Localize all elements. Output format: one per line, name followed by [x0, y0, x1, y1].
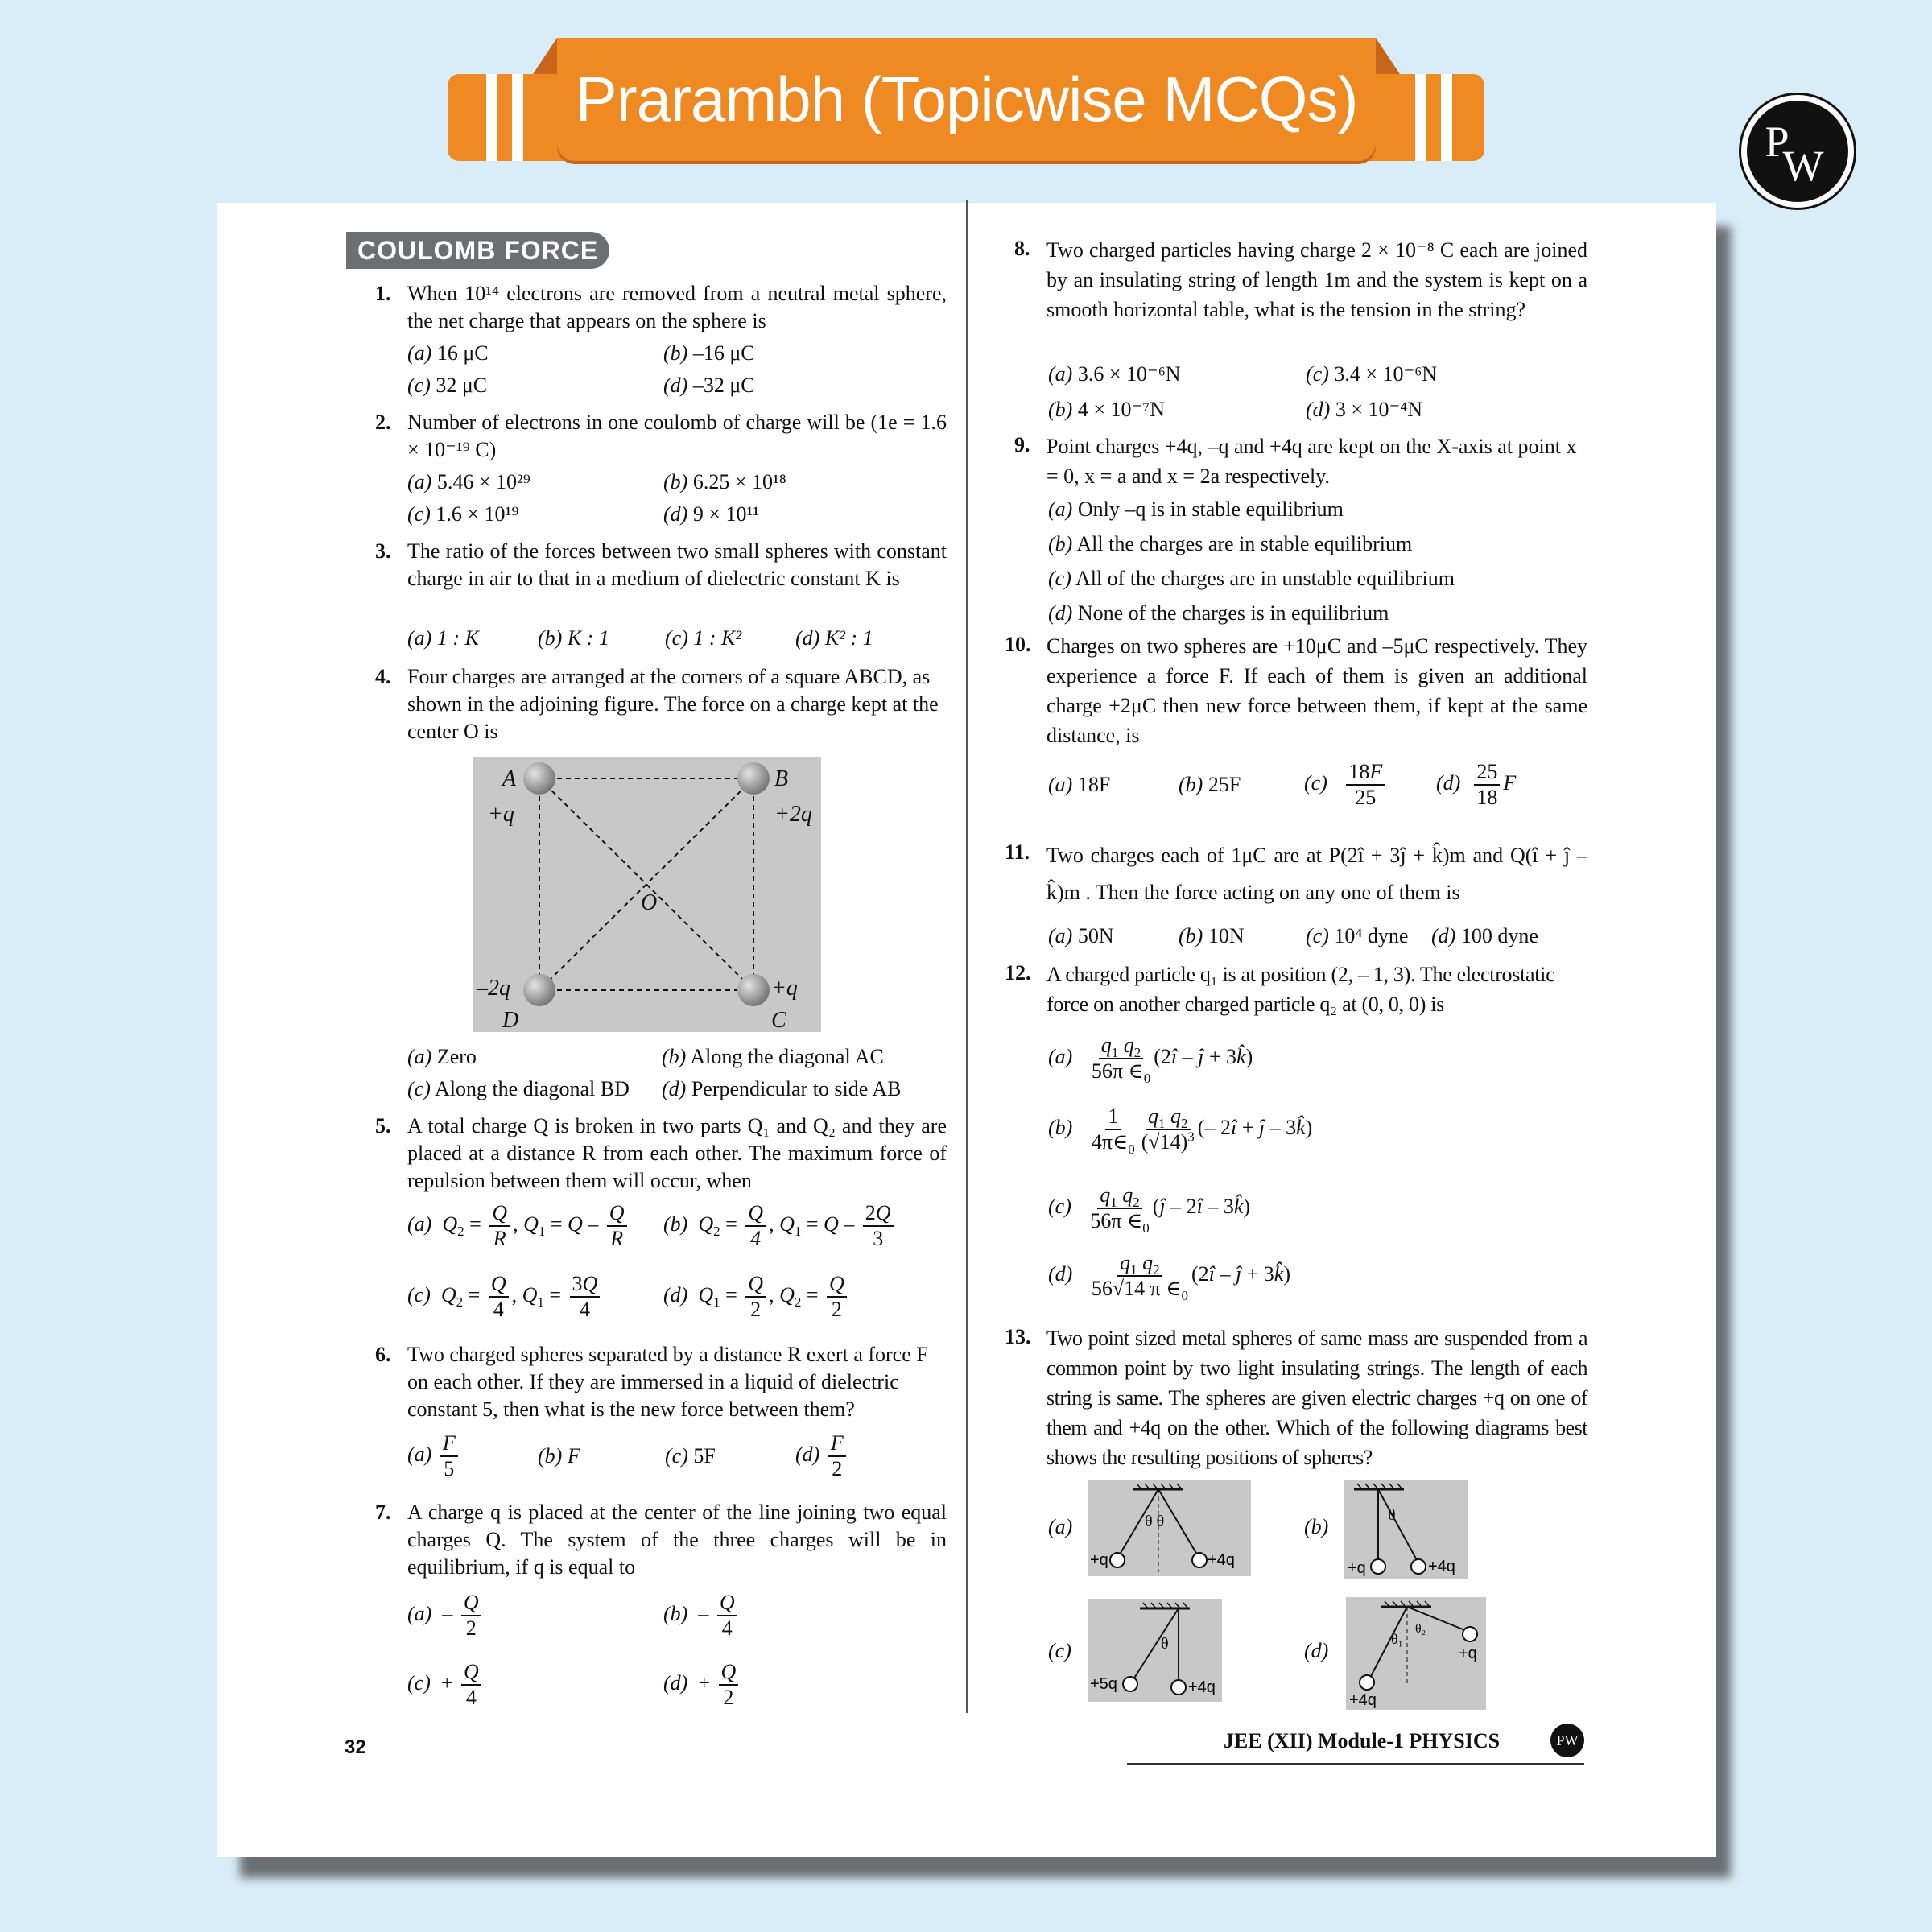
option-label: (a): [1048, 1044, 1073, 1068]
column-divider: [966, 200, 968, 1713]
option-d: [663, 501, 759, 528]
option-label: (d): [663, 502, 688, 526]
option-label: (b): [662, 1045, 687, 1068]
option-text: 1.6 × 10¹⁹: [436, 502, 519, 526]
option-label: (b): [538, 1444, 563, 1468]
option-text: None of the charges is in equilibrium: [1077, 601, 1389, 625]
option-label: (c): [407, 1077, 431, 1100]
option-text: 50N: [1077, 924, 1114, 947]
label-A: A: [502, 766, 517, 791]
question-text: Point charges +4q, –q and +4q are kept on the X-axis at point x = 0, x = a and x = 2a respectively.: [1046, 435, 1577, 488]
pendulum-figure-a: [1088, 1480, 1251, 1576]
option-label: (b): [1304, 1515, 1329, 1538]
charge-label: +q: [1090, 1551, 1108, 1569]
option-a: [1048, 1513, 1072, 1541]
option-a: [1048, 771, 1110, 799]
option-d: (d) $Q_1$ = $\frac{Q}{2}$ , $Q_2$ = $\frac{Q}{2}$: [663, 1272, 850, 1322]
option-label: (a): [407, 341, 432, 365]
option-text: Perpendicular to side AB: [691, 1077, 902, 1100]
question-text: Two charges each of 1μC are at P(2î + 3ĵ + k̂)m and Q(î + ĵ – k̂)m . Then the force acting on any one of them is: [1046, 844, 1587, 904]
option-c: [1048, 565, 1455, 592]
question-number: 12.: [1005, 961, 1031, 985]
option-c: [1306, 361, 1437, 388]
option-label: (b): [1179, 924, 1203, 947]
option-b: [1179, 771, 1241, 799]
option-text: Along the diagonal BD: [434, 1077, 630, 1100]
option-label: (b): [1048, 1115, 1073, 1139]
option-c: (c) + $\frac{Q}{4}$: [407, 1660, 485, 1710]
option-label: (c): [1048, 567, 1071, 590]
question-text: When 10¹⁴ electrons are removed from a neutral metal sphere, the net charge that appears on the sphere is: [407, 282, 947, 332]
charge-B: +2q: [774, 802, 812, 827]
option-c: (c) $\frac{q_1 q_2}{56\pi \in_0}$ (ĵ – 2î – 3k̂): [1048, 1183, 1251, 1236]
question-number: 7.: [375, 1501, 391, 1524]
banner-title: Prarambh (Topicwise MCQs): [575, 64, 1358, 134]
option-text: 4 × 10⁻⁷N: [1077, 398, 1166, 421]
option-text: Zero: [436, 1045, 477, 1068]
option-label: (d): [1306, 398, 1331, 421]
question-text: Two point sized metal spheres of same mass are suspended from a common point by two light insulating strings. The length of each string is same. The spheres are given electric charges +q on one of them and +4q on the other. Which of the following diagrams best shows the resulting positions of spheres?: [1046, 1327, 1587, 1469]
label-C: C: [771, 1008, 786, 1032]
label-O: O: [641, 890, 658, 915]
option-label: (c): [1048, 1639, 1071, 1662]
question-number: 4.: [375, 665, 391, 688]
option-label: (a): [407, 1045, 432, 1068]
option-d: (d) $\frac{F}{2}$: [795, 1431, 849, 1481]
option-label: (b): [663, 1212, 688, 1236]
square-charge-figure: [473, 757, 821, 1032]
option-c: (c) $Q_2$ = $\frac{Q}{4}$ , $Q_1$ = $\frac{3Q}{4}$: [407, 1272, 603, 1322]
option-d: (d) + $\frac{Q}{2}$: [663, 1660, 741, 1710]
option-text: 3.4 × 10⁻⁶N: [1334, 362, 1438, 386]
charge-sphere: [523, 762, 555, 795]
square-charge-diagram: [473, 757, 821, 1032]
option-label: (b): [663, 1601, 688, 1625]
banner-stripe: [1441, 74, 1452, 161]
option-c: (c) $\frac{18F}{25}$: [1304, 760, 1388, 810]
option-text: 18F: [1077, 773, 1111, 796]
option-label: (a): [1048, 773, 1073, 796]
charge-sphere: [737, 974, 770, 1006]
option-c: [665, 1443, 716, 1470]
option-text: –32 μC: [692, 374, 755, 397]
option-text: All the charges are in stable equilibrium: [1076, 532, 1413, 555]
pendulum-figure-b: [1344, 1480, 1468, 1579]
option-b: [663, 469, 786, 496]
option-label: (b): [538, 626, 563, 650]
option-label: (b): [1048, 532, 1073, 555]
pendulum-figure-d: [1346, 1597, 1486, 1710]
option-d: [1048, 600, 1389, 627]
option-label: (a): [407, 1442, 432, 1466]
option-a: (a) $Q_2$ = $\frac{Q}{R}$ , $Q_1 = Q$ – $\frac{Q}{R}$: [407, 1201, 630, 1251]
option-c: [665, 625, 741, 652]
option-label: (d): [1048, 601, 1073, 625]
option-text: 3 × 10⁻⁴N: [1335, 398, 1423, 421]
option-label: (a): [407, 1212, 432, 1236]
question-number: 2.: [375, 411, 391, 434]
option-c: [1048, 1637, 1071, 1665]
option-label: (c): [407, 374, 431, 397]
option-label: (a): [1048, 1515, 1073, 1538]
option-c: [1306, 923, 1408, 950]
option-text: 10⁴ dyne: [1334, 924, 1409, 947]
pendulum-figure-c: [1088, 1599, 1222, 1702]
angle-label: θ: [1388, 1506, 1396, 1524]
charge-label: +4q: [1428, 1558, 1455, 1575]
option-d: [662, 1075, 902, 1103]
question-number: 13.: [1005, 1325, 1031, 1348]
option-a: [407, 1043, 477, 1071]
option-a: [1048, 923, 1114, 950]
question-text: A charge q is placed at the center of the line joining two equal charges Q. The system of the three charges will be in equilibrium, if q is equal to: [407, 1501, 947, 1579]
banner: [557, 38, 1376, 161]
option-label: (d): [662, 1077, 687, 1100]
option-label: (c): [1048, 1194, 1071, 1218]
question-number: 10.: [1005, 633, 1031, 656]
option-label: (d): [1431, 924, 1456, 947]
angle-label: θ₂: [1415, 1622, 1426, 1636]
option-label: (a): [1048, 362, 1073, 386]
charge-sphere: [737, 762, 770, 795]
question-number: 9.: [1014, 433, 1030, 456]
option-label: (d): [1304, 1639, 1329, 1662]
label-B: B: [774, 766, 789, 791]
question-number: 6.: [375, 1343, 391, 1366]
banner-stripe: [486, 74, 497, 161]
option-d: (d) $\frac{q_1 q_2}{56√14 \pi \in_0}$ (2î – ĵ + 3k̂): [1048, 1251, 1291, 1304]
option-b: (b) $Q_2$ = $\frac{Q}{4}$ , $Q_1 = Q$ – $\frac{2Q}{3}$: [663, 1201, 897, 1251]
option-text: F: [567, 1444, 580, 1468]
option-a: (a) $\frac{F}{5}$: [407, 1431, 461, 1481]
option-c: [407, 372, 487, 399]
charge-C: +q: [771, 976, 798, 1001]
question-text: Two charged spheres separated by a distance R exert a force F on each other. If they are immersed in a liquid of dielectric constant 5, then what is the new force between them?: [407, 1343, 928, 1421]
question-text: The ratio of the forces between two small spheres with constant charge in air to that in a medium of dielectric constant K is: [407, 539, 947, 590]
option-a: [1048, 496, 1344, 523]
option-label: (d): [663, 1670, 688, 1695]
banner-fold: [1376, 38, 1400, 74]
pw-logo-small: PW: [1550, 1724, 1584, 1757]
option-d: [795, 625, 873, 652]
option-label: (a): [1048, 497, 1073, 521]
option-label: (c): [1304, 770, 1327, 795]
charge-A: +q: [488, 802, 514, 827]
angle-label: θ: [1161, 1635, 1169, 1653]
option-text: 32 μC: [436, 374, 488, 397]
option-label: (d): [663, 374, 688, 397]
option-d: [1306, 396, 1422, 423]
option-label: (b): [663, 470, 688, 493]
option-text: 16 μC: [436, 341, 489, 365]
option-label: (d): [663, 1282, 688, 1307]
question-text: Two charged particles having charge 2 × 10⁻⁸ C each are joined by an insulating string of length 1m and the system is kept on a smooth horizontal table, what is the tension in the string?: [1046, 238, 1587, 321]
banner-stripe: [1415, 74, 1426, 161]
question-text: Number of electrons in one coulomb of charge will be (1e = 1.6 × 10⁻¹⁹ C): [407, 411, 947, 461]
banner-fold: [533, 38, 557, 74]
option-a: (a) $\frac{q_1 q_2}{56\pi \in_0}$ (2î – ĵ + 3k̂): [1048, 1034, 1253, 1087]
option-b: [662, 1043, 884, 1071]
option-text: K : 1: [567, 626, 609, 650]
option-text: 6.25 × 10¹⁸: [692, 470, 786, 493]
charge-label: +4q: [1188, 1678, 1216, 1696]
question-number: 1.: [375, 282, 391, 305]
option-a: [407, 340, 489, 367]
option-label: (c): [407, 1670, 431, 1695]
option-text: –16 μC: [692, 341, 755, 365]
option-a: [407, 625, 479, 652]
charge-label: +q: [1348, 1559, 1366, 1577]
option-d: [1304, 1637, 1328, 1665]
option-b: [538, 625, 609, 652]
option-text: Along the diagonal AC: [690, 1045, 884, 1068]
option-label: (b): [1179, 773, 1203, 796]
option-text: 3.6 × 10⁻⁶N: [1077, 362, 1181, 386]
option-label: (a): [407, 626, 432, 650]
option-label: (a): [407, 470, 432, 493]
option-text: All of the charges are in unstable equilibrium: [1075, 567, 1455, 590]
option-c: [407, 1075, 630, 1103]
option-b: [1179, 923, 1245, 950]
charge-D: –2q: [477, 976, 510, 1001]
question-number: 5.: [375, 1114, 391, 1137]
option-text: 5.46 × 10²⁹: [436, 470, 530, 493]
option-b: [538, 1443, 580, 1470]
option-text: 5F: [693, 1444, 716, 1468]
option-a: [407, 469, 530, 496]
question-text: Charges on two spheres are +10μC and –5μC respectively. They experience a force F. If each of them is given an additional charge +2μC then new force between them, if kept at the same distance, is: [1046, 634, 1587, 747]
banner-stripe: [512, 74, 523, 161]
option-label: (c): [1306, 924, 1329, 947]
option-label: (b): [663, 341, 688, 365]
option-label: (c): [407, 502, 431, 526]
option-label: (c): [1306, 362, 1329, 386]
charge-label: +q: [1459, 1645, 1477, 1662]
option-d: [663, 372, 755, 399]
pw-logo: P W: [1741, 95, 1854, 208]
option-label: (a): [1048, 924, 1073, 947]
option-b: [663, 340, 755, 367]
option-text: K² : 1: [824, 626, 873, 650]
option-label: (d): [795, 626, 820, 650]
question-text: A total charge Q is broken in two parts Q₁ and Q₂ and they are placed at a distance R from each other. The maximum force of repulsion between them will occur, when: [407, 1114, 947, 1192]
option-a: (a) – $\frac{Q}{2}$: [407, 1591, 485, 1641]
option-label: (d): [795, 1442, 820, 1466]
option-text: 100 dyne: [1460, 924, 1538, 947]
option-b: [1048, 396, 1165, 423]
option-a: [1048, 361, 1181, 388]
option-label: (a): [407, 1601, 432, 1625]
option-label: (c): [665, 1444, 688, 1468]
option-label: (c): [407, 1282, 431, 1307]
option-text: Only –q is in stable equilibrium: [1077, 497, 1344, 521]
question-text: A charged particle q₁ is at position (2, – 1, 3). The electrostatic force on another charged particle q₂ at (0, 0, 0) is: [1046, 963, 1555, 1016]
question-number: 8.: [1014, 237, 1030, 260]
option-text: 1 : K²: [693, 626, 742, 650]
angle-label: θ₁: [1391, 1631, 1403, 1647]
option-text: 9 × 10¹¹: [692, 502, 760, 526]
option-d: [1431, 923, 1538, 950]
option-label: (c): [665, 626, 688, 650]
charge-label: +4q: [1208, 1551, 1235, 1569]
option-b: [1304, 1513, 1328, 1541]
question-number: 3.: [375, 539, 391, 563]
footer-title: JEE (XII) Module-1 PHYSICS: [1224, 1729, 1501, 1752]
option-d: (d) $\frac{25}{18}$ F: [1436, 760, 1517, 809]
option-text: 25F: [1208, 773, 1241, 796]
option-c: [407, 501, 518, 528]
option-label: (d): [1436, 770, 1461, 795]
page-number: 32: [345, 1736, 366, 1758]
section-heading: COULOMB FORCE: [346, 232, 609, 269]
charge-sphere: [523, 974, 555, 1006]
label-D: D: [502, 1008, 519, 1032]
charge-label: +4q: [1349, 1691, 1377, 1709]
option-text: 10N: [1208, 924, 1245, 947]
option-label: (b): [1048, 398, 1073, 421]
option-text: 1 : K: [436, 626, 479, 650]
option-b: (b) $\frac{1}{4\pi\in_0}$ $\frac{q_1 q_2}{(√14)^3}$ (– 2î + ĵ – 3k̂): [1048, 1104, 1313, 1158]
option-label: (d): [1048, 1261, 1073, 1286]
option-b: [1048, 530, 1412, 558]
option-b: (b) – $\frac{Q}{4}$: [663, 1591, 741, 1641]
footer-rule: [1127, 1763, 1584, 1765]
question-text: Four charges are arranged at the corners of a square ABCD, as shown in the adjoining figure. The force on a charge kept at the center O is: [407, 665, 939, 743]
charge-label: +5q: [1090, 1675, 1117, 1693]
angle-label: θ θ: [1145, 1513, 1165, 1530]
question-number: 11.: [1005, 840, 1030, 864]
